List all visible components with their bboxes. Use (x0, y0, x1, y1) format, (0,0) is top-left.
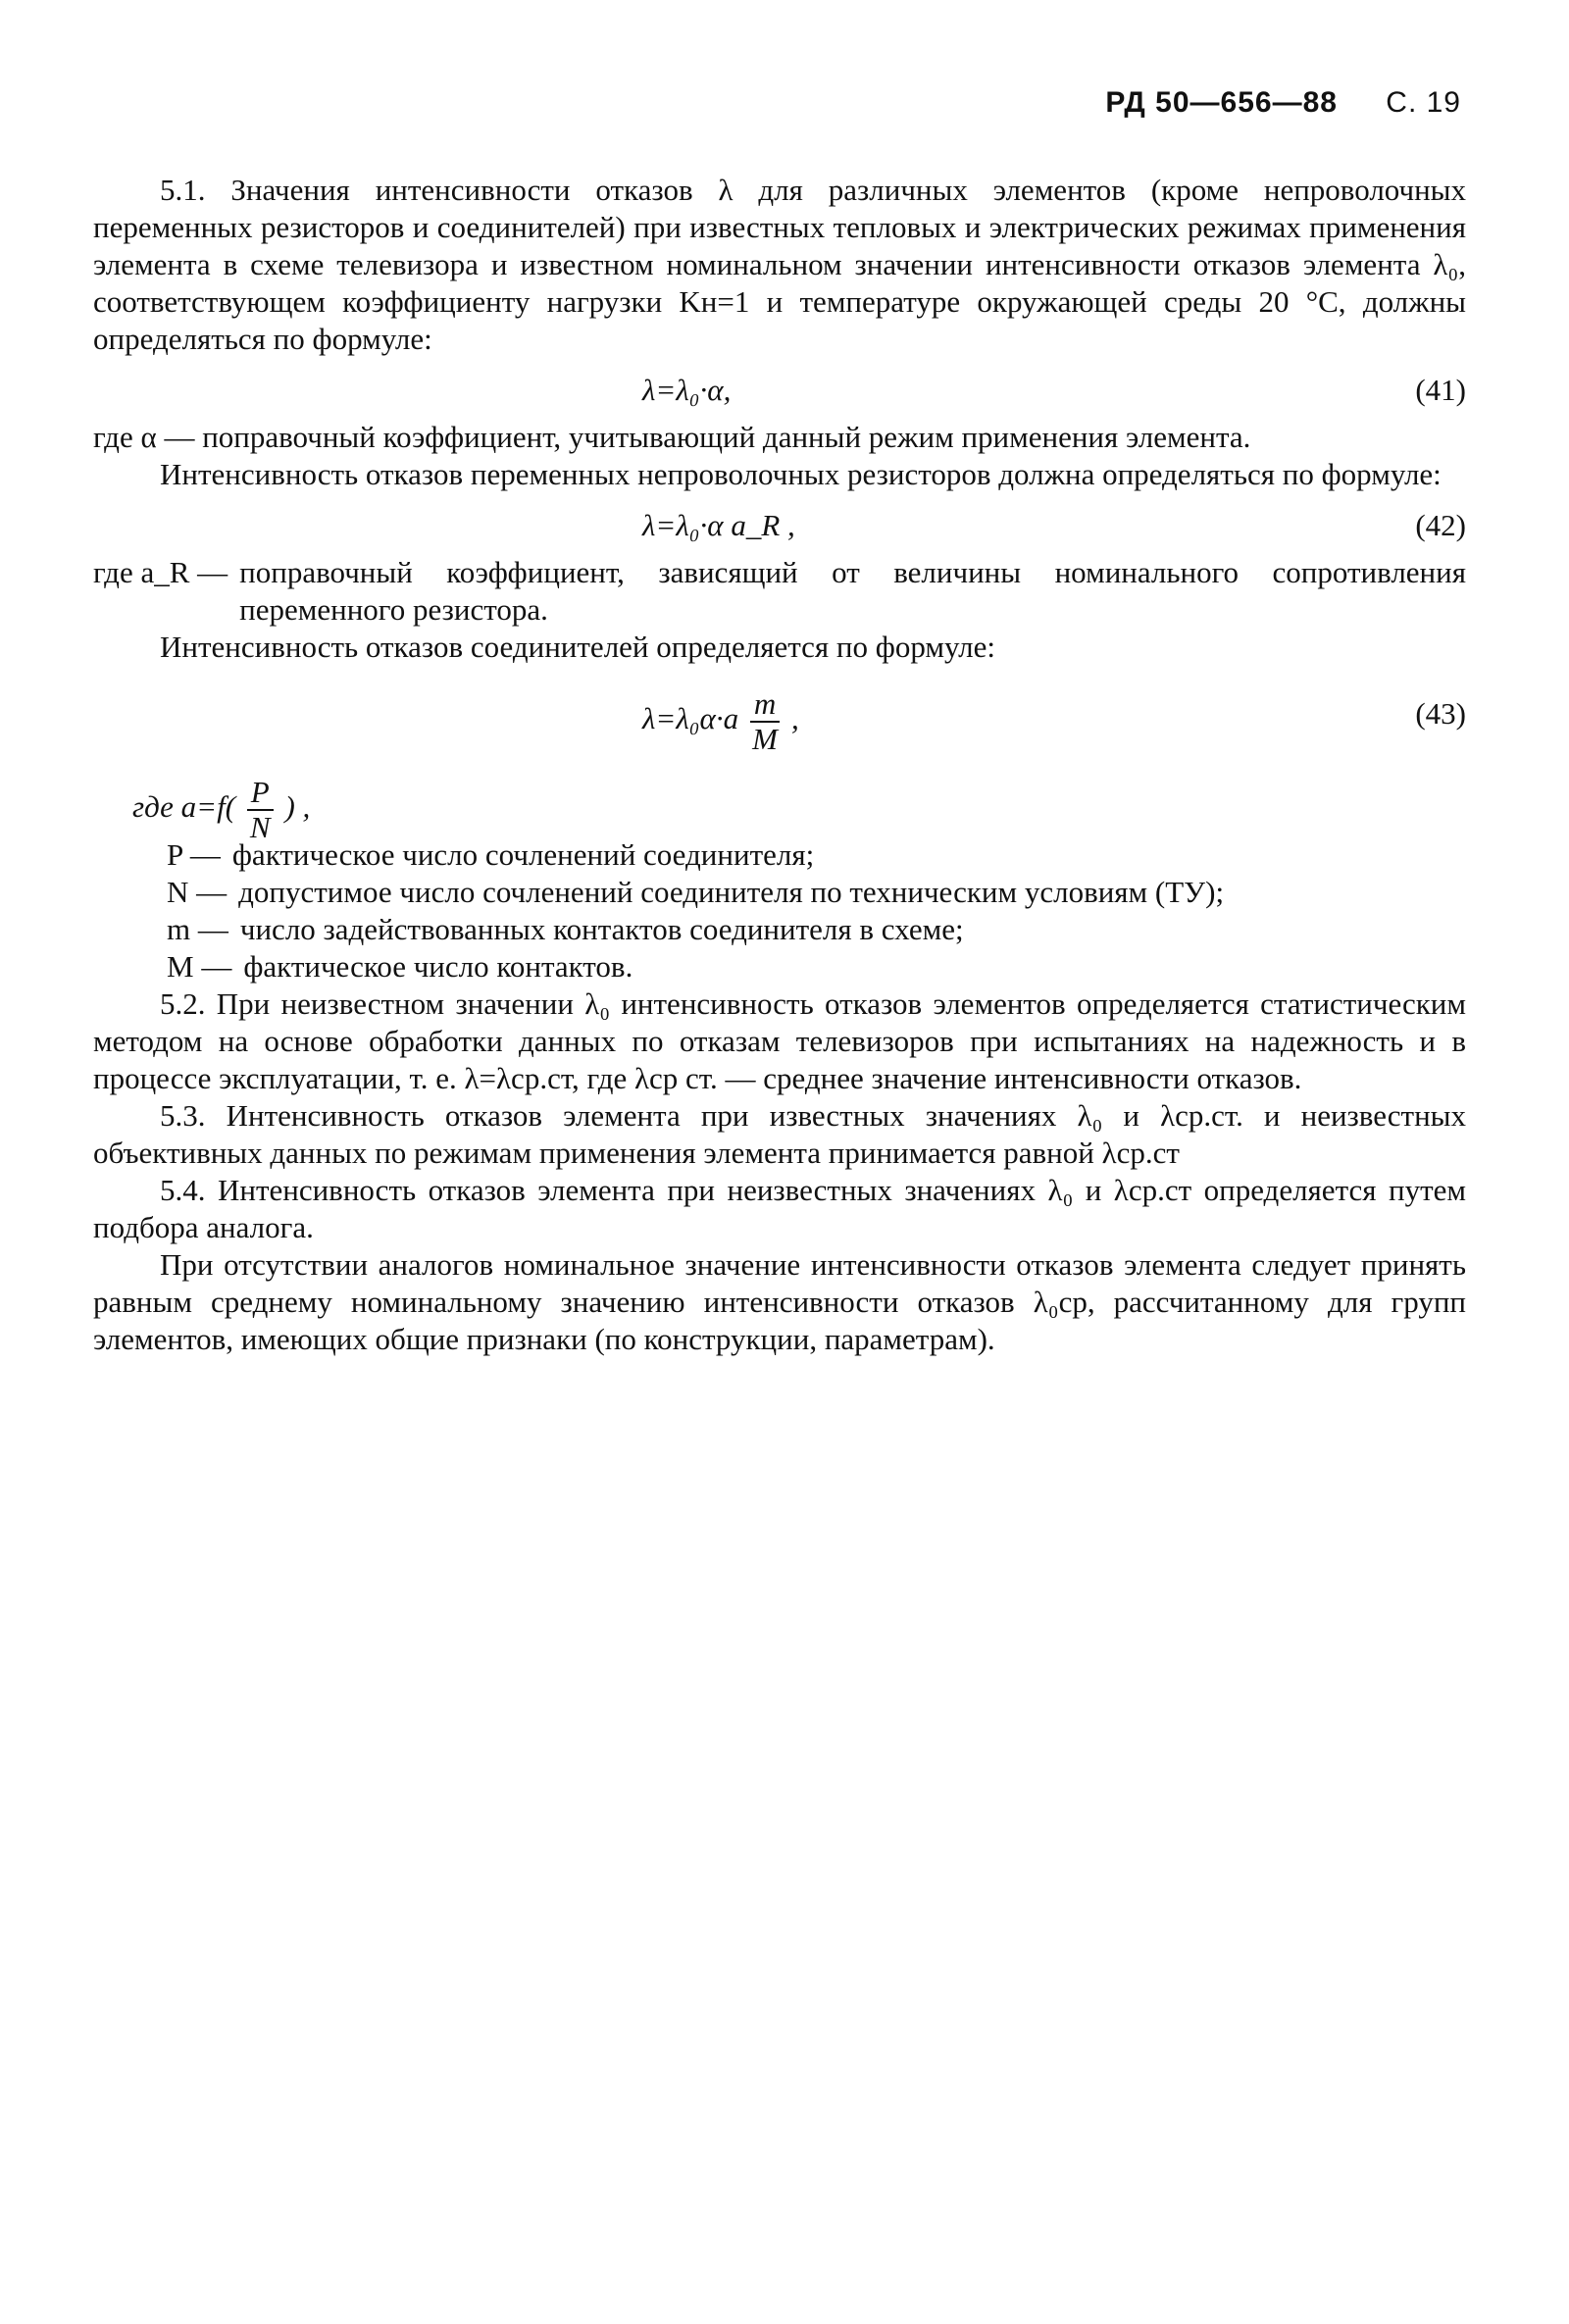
formula-41-expression: λ=λ₀·α, (642, 373, 732, 407)
paragraph-5-2: 5.2. При неизвестном значении λ₀ интенсивность отказов элементов определяется статистическим методом на основе обработки данных по отказам телевизоров при испытаниях на надежность и в процессе эксплуатации, т. е. λ=λср.ст, где λср ст. — среднее значение интенсивности отказов. (93, 986, 1466, 1095)
where-a-left: где a=f( (132, 789, 236, 825)
formula-43-tail: , (790, 701, 799, 736)
def-N (93, 874, 1466, 911)
where-a-right: ) , (284, 789, 311, 825)
formula-43-expression (642, 687, 799, 756)
def-m-term: m — (167, 912, 228, 946)
def-m (93, 911, 1466, 948)
where-a-definition (93, 764, 1466, 844)
formula-42-number: (42) (1415, 508, 1466, 542)
def-N-description: допустимое число сочленений соединителя по техническим условиям (ТУ); (238, 875, 1225, 909)
def-M-description: фактическое число контактов. (243, 949, 633, 984)
document-code: РД 50—656—88 (1105, 86, 1338, 119)
def-m-description: число задействованных контактов соединителя в схеме; (239, 912, 964, 946)
paragraph-5-3: 5.3. Интенсивность отказов элемента при известных значениях λ₀ и λср.ст. и неизвестных объективных данных по режимам применения элемента принимается равной λср.ст (93, 1098, 1466, 1170)
def-M-term: M — (167, 949, 232, 984)
where-aR (93, 554, 1466, 629)
page-number: С. 19 (1386, 86, 1461, 119)
where-a-fraction (247, 776, 274, 844)
paragraph-5-4: 5.4. Интенсивность отказов элемента при неизвестных значениях λ₀ и λср.ст определяется путем подбора аналога. (93, 1173, 1466, 1244)
formula-43-fraction (750, 687, 780, 756)
formula-41 (93, 366, 1466, 411)
where-aR-description: поправочный коэффициент, зависящий от величины номинального сопротивления переменного резистора. (239, 555, 1466, 627)
formula-43-denominator: M (752, 722, 778, 756)
formula-43-number: (43) (1415, 696, 1466, 731)
page-header (1105, 86, 1461, 120)
formula-43-numerator: m (750, 687, 780, 723)
formula-42-expression: λ=λ₀·α a_R , (642, 508, 795, 542)
paragraph-variable-resistors: Интенсивность отказов переменных непроволочных резисторов должна определяться по формуле: (160, 457, 1442, 491)
where-a-denominator: N (249, 810, 271, 844)
where-a-numerator: P (247, 776, 274, 811)
def-P-description: фактическое число сочленений соединителя; (231, 837, 815, 872)
def-M (93, 948, 1466, 985)
formula-43 (93, 674, 1466, 756)
where-alpha: где α — поправочный коэффициент, учитывающий данный режим применения элемента. (93, 420, 1251, 454)
formula-43-left: λ=λ₀α·a (642, 701, 739, 736)
where-a-expression (132, 776, 310, 844)
formula-42 (93, 501, 1466, 546)
formula-41-number: (41) (1415, 373, 1466, 407)
paragraph-connectors: Интенсивность отказов соединителей определяется по формуле: (160, 630, 995, 664)
paragraph-5-1: 5.1. Значения интенсивности отказов λ для различных элементов (кроме непроволочных переменных резисторов и соединителей) при известных тепловых и электрических режимах применения элемента в схеме телевизора и известном номинальном значении интенсивности отказов элемента λ₀, соответствующем коэффициенту нагрузки Kн=1 и температуре окружающей среды 20 °С, должны определяться по формуле: (93, 173, 1466, 356)
where-aR-term: где a_R — (93, 555, 228, 589)
def-P-term: P — (167, 837, 221, 872)
paragraph-no-analogs: При отсутствии аналогов номинальное значение интенсивности отказов элемента следует принять равным среднему номинальному значению интенсивности отказов λ₀ср, рассчитанному для групп элементов, имеющих общие признаки (по конструкции, параметрам). (93, 1247, 1466, 1356)
document-body (93, 172, 1466, 1358)
def-N-term: N — (167, 875, 228, 909)
